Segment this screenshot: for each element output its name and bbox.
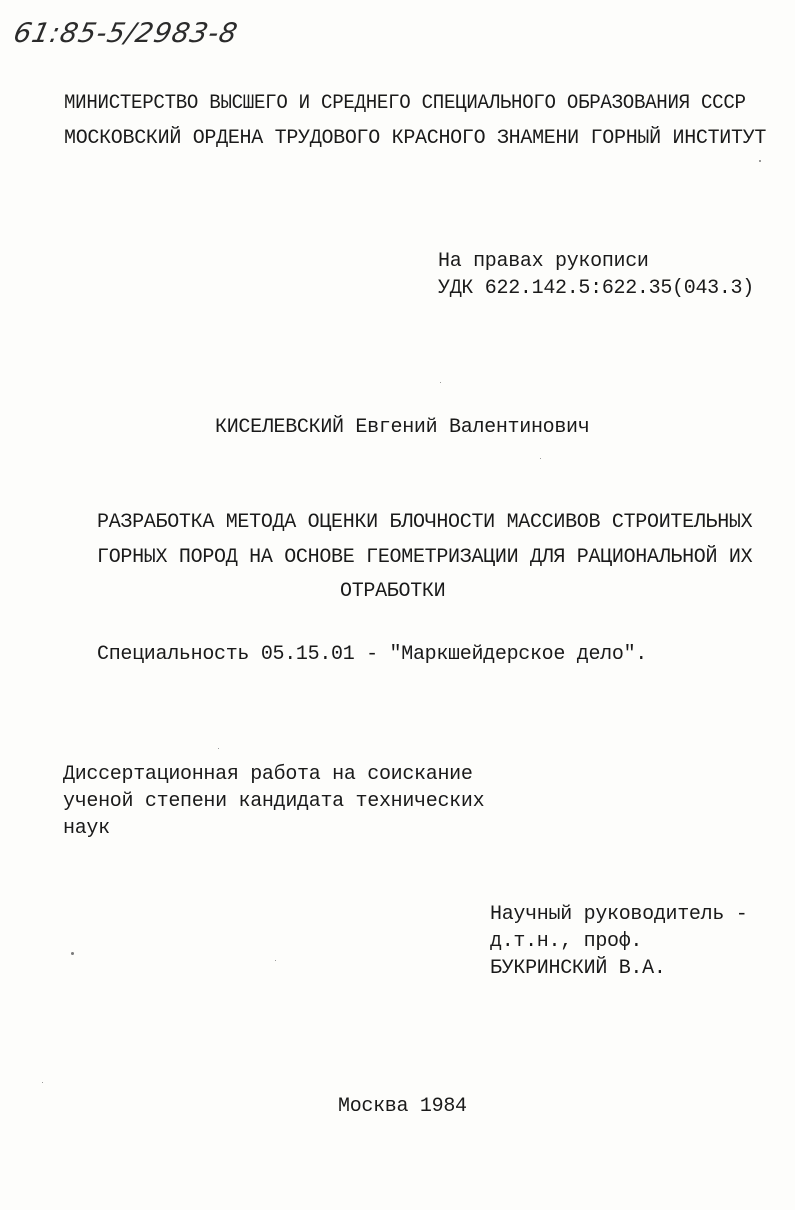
ministry-heading: МИНИСТЕРСТВО ВЫСШЕГО И СРЕДНЕГО СПЕЦИАЛЬНОГО ОБРАЗОВАНИЯ СССР [64, 92, 746, 115]
dissertation-line-3: наук [63, 817, 110, 840]
archive-number-handwritten: 61:85-5/2983-8 [10, 18, 241, 49]
title-line-2: ГОРНЫХ ПОРОД НА ОСНОВЕ ГЕОМЕТРИЗАЦИИ ДЛЯ РАЦИОНАЛЬНОЙ ИХ [97, 546, 753, 569]
dissertation-line-1: Диссертационная работа на соискание [63, 763, 473, 786]
supervisor-label: Научный руководитель - [490, 903, 748, 926]
udc-code: УДК 622.142.5:622.35(043.3) [438, 277, 754, 300]
scan-speck [275, 960, 276, 961]
dissertation-line-2: ученой степени кандидата технических [63, 790, 485, 813]
institute-heading: МОСКОВСКИЙ ОРДЕНА ТРУДОВОГО КРАСНОГО ЗНАМЕНИ ГОРНЫЙ ИНСТИТУТ [64, 127, 767, 150]
scan-speck [218, 748, 219, 749]
scan-speck [759, 160, 761, 162]
supervisor-degree: д.т.н., проф. [490, 930, 643, 953]
scan-speck [71, 952, 74, 955]
manuscript-rights-note: На правах рукописи [438, 250, 649, 273]
scan-speck [540, 458, 541, 459]
author-name: КИСЕЛЕВСКИЙ Евгений Валентинович [215, 416, 590, 439]
city-year: Москва 1984 [338, 1095, 467, 1118]
scan-speck [440, 382, 441, 383]
title-line-3: ОТРАБОТКИ [340, 580, 446, 603]
specialty-line: Специальность 05.15.01 - "Маркшейдерское дело". [97, 643, 647, 666]
scan-speck [42, 1082, 43, 1083]
supervisor-name: БУКРИНСКИЙ В.А. [490, 957, 666, 980]
title-line-1: РАЗРАБОТКА МЕТОДА ОЦЕНКИ БЛОЧНОСТИ МАССИВОВ СТРОИТЕЛЬНЫХ [97, 511, 753, 534]
